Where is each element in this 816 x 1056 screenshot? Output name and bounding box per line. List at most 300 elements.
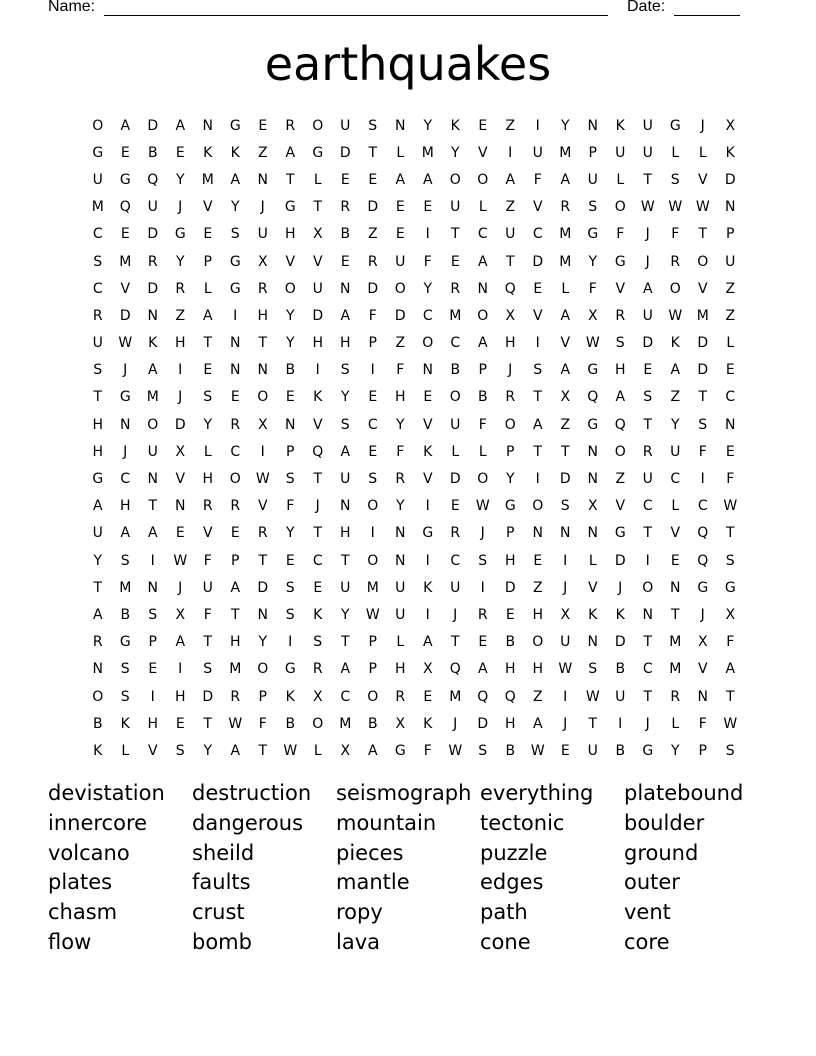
grid-letter[interactable]: C	[450, 335, 461, 352]
grid-letter[interactable]: O	[257, 661, 269, 678]
grid-letter[interactable]: L	[451, 443, 460, 460]
grid-letter[interactable]: E	[423, 199, 433, 216]
grid-letter[interactable]: F	[671, 226, 680, 243]
grid-letter[interactable]: I	[480, 579, 485, 596]
grid-letter[interactable]: F	[616, 226, 625, 243]
grid-letter[interactable]: U	[450, 199, 461, 216]
grid-letter[interactable]: T	[285, 171, 295, 188]
grid-letter[interactable]: Z	[532, 688, 543, 705]
grid-letter[interactable]: Q	[697, 525, 709, 542]
grid-letter[interactable]: J	[453, 606, 458, 623]
grid-letter[interactable]: E	[230, 389, 240, 406]
grid-letter[interactable]: O	[147, 416, 159, 433]
grid-letter[interactable]: R	[505, 389, 516, 406]
grid-letter[interactable]: R	[670, 688, 681, 705]
grid-letter[interactable]: O	[449, 171, 461, 188]
grid-letter[interactable]: N	[230, 335, 241, 352]
grid-letter[interactable]: G	[642, 742, 654, 759]
grid-letter[interactable]: S	[340, 416, 350, 433]
grid-letter[interactable]: T	[203, 715, 213, 732]
grid-letter[interactable]: Z	[615, 471, 626, 488]
grid-letter[interactable]: U	[450, 579, 461, 596]
grid-letter[interactable]: C	[92, 226, 103, 243]
grid-letter[interactable]: U	[587, 171, 598, 188]
grid-letter[interactable]: M	[229, 661, 242, 678]
grid-letter[interactable]: O	[394, 280, 406, 297]
grid-letter[interactable]: P	[148, 634, 157, 651]
grid-letter[interactable]: J	[178, 199, 183, 216]
grid-letter[interactable]: O	[614, 199, 626, 216]
grid-letter[interactable]: I	[563, 552, 568, 569]
grid-letter[interactable]: A	[422, 171, 433, 188]
grid-letter[interactable]: G	[174, 226, 186, 243]
grid-letter[interactable]: E	[258, 117, 268, 134]
grid-letter[interactable]: R	[230, 416, 241, 433]
grid-letter[interactable]: E	[340, 253, 350, 270]
grid-letter[interactable]: S	[148, 606, 158, 623]
grid-letter[interactable]: I	[425, 226, 430, 243]
grid-letter[interactable]: G	[119, 171, 131, 188]
grid-letter[interactable]: I	[535, 471, 540, 488]
grid-letter[interactable]: M	[91, 199, 104, 216]
grid-letter[interactable]: U	[725, 253, 736, 270]
grid-letter[interactable]: E	[478, 117, 488, 134]
grid-letter[interactable]: B	[477, 389, 488, 406]
grid-letter[interactable]: K	[120, 715, 130, 732]
grid-letter[interactable]: T	[258, 742, 268, 759]
grid-letter[interactable]: H	[394, 661, 406, 678]
grid-letter[interactable]: J	[618, 579, 623, 596]
grid-letter[interactable]: K	[450, 117, 460, 134]
grid-letter[interactable]: P	[506, 525, 515, 542]
grid-letter[interactable]: G	[119, 634, 131, 651]
grid-letter[interactable]: I	[233, 307, 238, 324]
grid-letter[interactable]: A	[477, 335, 488, 352]
grid-letter[interactable]: X	[505, 307, 516, 324]
grid-letter[interactable]: U	[340, 579, 351, 596]
grid-letter[interactable]: N	[642, 606, 653, 623]
grid-letter[interactable]: E	[203, 226, 213, 243]
grid-letter[interactable]: H	[504, 715, 516, 732]
grid-letter[interactable]: U	[587, 742, 598, 759]
grid-letter[interactable]: N	[147, 307, 158, 324]
grid-letter[interactable]: N	[587, 117, 598, 134]
grid-letter[interactable]: Z	[560, 416, 571, 433]
grid-letter[interactable]: C	[367, 416, 378, 433]
grid-letter[interactable]: A	[642, 280, 653, 297]
grid-letter[interactable]: W	[585, 335, 600, 352]
grid-letter[interactable]: V	[312, 253, 323, 270]
grid-letter[interactable]: A	[725, 661, 736, 678]
grid-letter[interactable]: E	[175, 144, 185, 161]
grid-letter[interactable]: V	[615, 280, 626, 297]
grid-letter[interactable]: O	[312, 117, 324, 134]
grid-letter[interactable]: J	[645, 715, 650, 732]
grid-letter[interactable]: V	[285, 253, 296, 270]
grid-letter[interactable]: J	[453, 715, 458, 732]
grid-letter[interactable]: V	[532, 307, 543, 324]
grid-letter[interactable]: M	[559, 253, 572, 270]
grid-letter[interactable]: D	[202, 688, 214, 705]
grid-letter[interactable]: M	[119, 579, 132, 596]
grid-letter[interactable]: Y	[285, 525, 295, 542]
grid-letter[interactable]: E	[203, 362, 213, 379]
grid-letter[interactable]: Z	[532, 579, 543, 596]
grid-letter[interactable]: T	[203, 634, 213, 651]
grid-letter[interactable]: X	[725, 117, 736, 134]
grid-letter[interactable]: K	[313, 606, 323, 623]
grid-letter[interactable]: M	[696, 307, 709, 324]
grid-letter[interactable]: P	[588, 144, 597, 161]
grid-letter[interactable]: K	[313, 389, 323, 406]
grid-letter[interactable]: G	[614, 525, 626, 542]
grid-letter[interactable]: D	[532, 253, 544, 270]
grid-letter[interactable]: G	[312, 144, 324, 161]
grid-letter[interactable]: O	[92, 688, 104, 705]
grid-letter[interactable]: T	[93, 389, 103, 406]
grid-letter[interactable]: F	[698, 715, 707, 732]
grid-letter[interactable]: N	[725, 199, 736, 216]
grid-letter[interactable]: D	[642, 335, 654, 352]
grid-letter[interactable]: G	[394, 742, 406, 759]
grid-letter[interactable]: Z	[395, 335, 406, 352]
grid-letter[interactable]: E	[478, 634, 488, 651]
grid-letter[interactable]: K	[423, 579, 433, 596]
grid-letter[interactable]: A	[560, 171, 571, 188]
grid-letter[interactable]: H	[532, 606, 544, 623]
grid-letter[interactable]: T	[560, 443, 570, 460]
grid-letter[interactable]: H	[119, 498, 131, 515]
grid-letter[interactable]: D	[147, 117, 159, 134]
grid-letter[interactable]: S	[175, 742, 185, 759]
grid-letter[interactable]: L	[561, 280, 570, 297]
grid-letter[interactable]: R	[340, 199, 351, 216]
grid-letter[interactable]: X	[697, 634, 708, 651]
grid-letter[interactable]: F	[478, 416, 487, 433]
grid-letter[interactable]: A	[340, 661, 351, 678]
grid-letter[interactable]: G	[669, 117, 681, 134]
grid-letter[interactable]: T	[670, 606, 680, 623]
grid-letter[interactable]: A	[147, 525, 158, 542]
grid-letter[interactable]: Q	[697, 552, 709, 569]
grid-letter[interactable]: Y	[285, 335, 295, 352]
grid-letter[interactable]: D	[724, 171, 736, 188]
grid-letter[interactable]: S	[725, 552, 735, 569]
grid-letter[interactable]: T	[148, 498, 158, 515]
grid-letter[interactable]: O	[504, 416, 516, 433]
grid-letter[interactable]: I	[150, 688, 155, 705]
grid-letter[interactable]: G	[229, 280, 241, 297]
grid-letter[interactable]: T	[643, 634, 653, 651]
grid-letter[interactable]: E	[175, 715, 185, 732]
grid-letter[interactable]: Y	[423, 117, 433, 134]
grid-letter[interactable]: H	[504, 552, 516, 569]
grid-letter[interactable]: A	[532, 715, 543, 732]
grid-letter[interactable]: V	[422, 471, 433, 488]
grid-letter[interactable]: I	[425, 498, 430, 515]
grid-letter[interactable]: G	[119, 389, 131, 406]
grid-letter[interactable]: F	[396, 443, 405, 460]
grid-letter[interactable]: O	[614, 443, 626, 460]
grid-letter[interactable]: Q	[147, 171, 159, 188]
grid-letter[interactable]: O	[367, 688, 379, 705]
grid-letter[interactable]: T	[258, 335, 268, 352]
grid-letter[interactable]: A	[532, 416, 543, 433]
grid-letter[interactable]: L	[698, 144, 707, 161]
grid-letter[interactable]: N	[340, 498, 351, 515]
grid-letter[interactable]: G	[229, 117, 241, 134]
grid-letter[interactable]: P	[258, 688, 267, 705]
grid-letter[interactable]: Z	[670, 389, 681, 406]
grid-letter[interactable]: L	[121, 742, 130, 759]
grid-letter[interactable]: Z	[505, 199, 516, 216]
grid-letter[interactable]: N	[285, 416, 296, 433]
grid-letter[interactable]: E	[560, 742, 570, 759]
grid-letter[interactable]: O	[477, 307, 489, 324]
grid-letter[interactable]: J	[480, 525, 485, 542]
grid-letter[interactable]: U	[450, 416, 461, 433]
grid-letter[interactable]: F	[368, 307, 377, 324]
grid-letter[interactable]: D	[147, 280, 159, 297]
grid-letter[interactable]: S	[560, 498, 570, 515]
grid-letter[interactable]: G	[724, 579, 736, 596]
grid-letter[interactable]: V	[202, 199, 213, 216]
grid-letter[interactable]: U	[147, 199, 158, 216]
grid-letter[interactable]: T	[230, 606, 240, 623]
grid-letter[interactable]: S	[340, 362, 350, 379]
grid-letter[interactable]: T	[588, 715, 598, 732]
grid-letter[interactable]: M	[119, 253, 132, 270]
grid-letter[interactable]: X	[312, 226, 323, 243]
grid-letter[interactable]: R	[615, 307, 626, 324]
grid-letter[interactable]: T	[313, 199, 323, 216]
grid-letter[interactable]: E	[533, 552, 543, 569]
grid-letter[interactable]: F	[203, 552, 212, 569]
grid-letter[interactable]: T	[340, 634, 350, 651]
grid-letter[interactable]: I	[563, 688, 568, 705]
grid-letter[interactable]: K	[285, 688, 295, 705]
grid-letter[interactable]: J	[508, 362, 513, 379]
grid-letter[interactable]: R	[147, 253, 158, 270]
grid-letter[interactable]: A	[230, 579, 241, 596]
grid-letter[interactable]: N	[340, 280, 351, 297]
grid-letter[interactable]: X	[175, 606, 186, 623]
grid-letter[interactable]: I	[315, 362, 320, 379]
grid-letter[interactable]: H	[202, 471, 214, 488]
grid-letter[interactable]: V	[587, 579, 598, 596]
grid-letter[interactable]: J	[700, 117, 705, 134]
grid-letter[interactable]: T	[643, 416, 653, 433]
grid-letter[interactable]: K	[423, 443, 433, 460]
grid-letter[interactable]: Y	[93, 552, 103, 569]
grid-letter[interactable]: S	[368, 117, 378, 134]
grid-letter[interactable]: E	[285, 389, 295, 406]
grid-letter[interactable]: V	[422, 416, 433, 433]
grid-letter[interactable]: X	[725, 606, 736, 623]
grid-letter[interactable]: G	[587, 226, 599, 243]
grid-letter[interactable]: I	[425, 552, 430, 569]
grid-letter[interactable]: Q	[504, 688, 516, 705]
grid-letter[interactable]: L	[671, 498, 680, 515]
grid-letter[interactable]: L	[313, 171, 322, 188]
grid-letter[interactable]: Y	[670, 742, 680, 759]
grid-letter[interactable]: P	[368, 634, 377, 651]
grid-letter[interactable]: D	[504, 579, 516, 596]
grid-letter[interactable]: T	[643, 525, 653, 542]
grid-letter[interactable]: R	[560, 199, 571, 216]
grid-letter[interactable]: H	[394, 389, 406, 406]
grid-letter[interactable]: J	[563, 579, 568, 596]
grid-letter[interactable]: M	[449, 688, 462, 705]
grid-letter[interactable]: V	[670, 525, 681, 542]
grid-letter[interactable]: B	[615, 742, 626, 759]
grid-letter[interactable]: Z	[257, 144, 268, 161]
grid-letter[interactable]: N	[147, 579, 158, 596]
grid-letter[interactable]: O	[229, 471, 241, 488]
grid-letter[interactable]: U	[92, 525, 103, 542]
grid-letter[interactable]: A	[120, 117, 131, 134]
grid-letter[interactable]: R	[230, 688, 241, 705]
grid-letter[interactable]: Z	[175, 307, 186, 324]
grid-letter[interactable]: E	[285, 552, 295, 569]
grid-letter[interactable]: W	[255, 471, 270, 488]
grid-letter[interactable]: O	[367, 498, 379, 515]
grid-letter[interactable]: F	[258, 715, 267, 732]
grid-letter[interactable]: S	[93, 362, 103, 379]
grid-letter[interactable]: X	[257, 416, 268, 433]
grid-letter[interactable]: B	[147, 144, 158, 161]
grid-letter[interactable]: F	[423, 253, 432, 270]
grid-letter[interactable]: W	[723, 498, 738, 515]
grid-letter[interactable]: G	[614, 253, 626, 270]
grid-letter[interactable]: Y	[395, 416, 405, 433]
grid-letter[interactable]: B	[367, 715, 378, 732]
grid-letter[interactable]: V	[615, 498, 626, 515]
grid-letter[interactable]: S	[120, 688, 130, 705]
grid-letter[interactable]: U	[615, 144, 626, 161]
grid-letter[interactable]: Y	[588, 253, 598, 270]
grid-letter[interactable]: B	[615, 661, 626, 678]
grid-letter[interactable]: U	[395, 606, 406, 623]
grid-letter[interactable]: F	[203, 606, 212, 623]
grid-letter[interactable]: O	[422, 335, 434, 352]
grid-letter[interactable]: C	[697, 498, 708, 515]
grid-letter[interactable]: J	[645, 226, 650, 243]
grid-letter[interactable]: I	[288, 634, 293, 651]
grid-letter[interactable]: W	[475, 498, 490, 515]
grid-letter[interactable]: U	[615, 688, 626, 705]
grid-letter[interactable]: E	[368, 389, 378, 406]
grid-letter[interactable]: Y	[505, 471, 515, 488]
grid-letter[interactable]: E	[175, 525, 185, 542]
grid-letter[interactable]: N	[257, 362, 268, 379]
grid-letter[interactable]: U	[340, 117, 351, 134]
grid-letter[interactable]: V	[312, 416, 323, 433]
grid-letter[interactable]: N	[697, 688, 708, 705]
grid-letter[interactable]: T	[368, 144, 378, 161]
grid-letter[interactable]: S	[725, 742, 735, 759]
grid-letter[interactable]: E	[368, 171, 378, 188]
grid-letter[interactable]: D	[697, 335, 709, 352]
grid-letter[interactable]: H	[174, 335, 186, 352]
grid-letter[interactable]: A	[505, 171, 516, 188]
grid-letter[interactable]: Y	[450, 144, 460, 161]
grid-letter[interactable]: S	[203, 661, 213, 678]
grid-letter[interactable]: A	[92, 606, 103, 623]
grid-letter[interactable]: N	[202, 117, 213, 134]
grid-letter[interactable]: R	[450, 525, 461, 542]
grid-letter[interactable]: V	[175, 471, 186, 488]
grid-letter[interactable]: J	[178, 579, 183, 596]
grid-letter[interactable]: B	[340, 226, 351, 243]
grid-letter[interactable]: E	[120, 144, 130, 161]
grid-letter[interactable]: Q	[614, 416, 626, 433]
grid-letter[interactable]: A	[230, 742, 241, 759]
grid-letter[interactable]: T	[698, 389, 708, 406]
grid-letter[interactable]: N	[175, 498, 186, 515]
grid-letter[interactable]: O	[697, 253, 709, 270]
grid-letter[interactable]: W	[228, 715, 243, 732]
grid-letter[interactable]: N	[532, 525, 543, 542]
grid-letter[interactable]: A	[147, 362, 158, 379]
grid-letter[interactable]: V	[147, 742, 158, 759]
grid-letter[interactable]: I	[370, 525, 375, 542]
grid-letter[interactable]: U	[505, 226, 516, 243]
grid-letter[interactable]: Q	[504, 280, 516, 297]
grid-letter[interactable]: B	[285, 362, 296, 379]
grid-letter[interactable]: U	[395, 253, 406, 270]
grid-letter[interactable]: H	[312, 335, 324, 352]
grid-letter[interactable]: T	[313, 525, 323, 542]
grid-letter[interactable]: Z	[725, 280, 736, 297]
grid-letter[interactable]: D	[119, 307, 131, 324]
grid-letter[interactable]: D	[367, 199, 379, 216]
grid-letter[interactable]: L	[203, 280, 212, 297]
grid-letter[interactable]: S	[615, 335, 625, 352]
grid-letter[interactable]: D	[559, 471, 571, 488]
grid-letter[interactable]: H	[532, 661, 544, 678]
grid-letter[interactable]: V	[532, 199, 543, 216]
grid-letter[interactable]: N	[395, 552, 406, 569]
grid-letter[interactable]: N	[257, 606, 268, 623]
grid-letter[interactable]: L	[671, 715, 680, 732]
grid-letter[interactable]: C	[477, 226, 488, 243]
grid-letter[interactable]: Z	[367, 226, 378, 243]
grid-letter[interactable]: A	[340, 307, 351, 324]
grid-letter[interactable]: C	[422, 307, 433, 324]
grid-letter[interactable]: M	[339, 715, 352, 732]
grid-letter[interactable]: G	[587, 416, 599, 433]
grid-letter[interactable]: E	[450, 498, 460, 515]
grid-letter[interactable]: X	[175, 443, 186, 460]
grid-letter[interactable]: X	[560, 389, 571, 406]
grid-letter[interactable]: N	[395, 525, 406, 542]
grid-letter[interactable]: Y	[340, 389, 350, 406]
grid-letter[interactable]: V	[697, 280, 708, 297]
grid-letter[interactable]: R	[257, 525, 268, 542]
grid-letter[interactable]: J	[123, 362, 128, 379]
grid-letter[interactable]: I	[700, 471, 705, 488]
grid-letter[interactable]: H	[339, 525, 351, 542]
grid-letter[interactable]: Q	[587, 389, 599, 406]
grid-letter[interactable]: A	[395, 171, 406, 188]
grid-letter[interactable]: G	[284, 199, 296, 216]
grid-letter[interactable]: T	[698, 226, 708, 243]
grid-letter[interactable]: W	[530, 742, 545, 759]
grid-letter[interactable]: N	[257, 171, 268, 188]
grid-letter[interactable]: Q	[449, 661, 461, 678]
grid-letter[interactable]: M	[421, 144, 434, 161]
